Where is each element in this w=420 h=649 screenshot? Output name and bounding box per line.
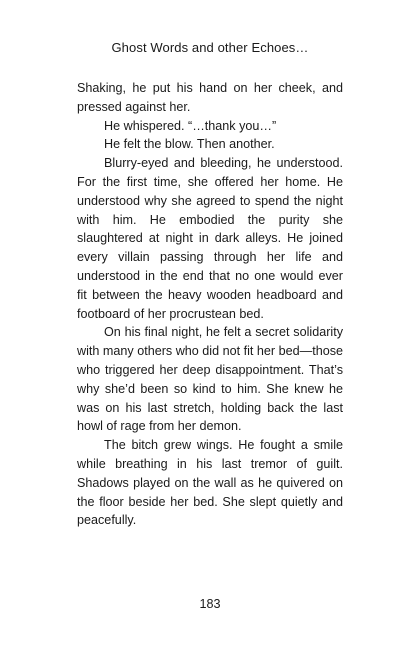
paragraph: He felt the blow. Then another. bbox=[104, 137, 275, 152]
running-header: Ghost Words and other Echoes… bbox=[111, 40, 309, 55]
paragraph: Blurry-eyed and bleeding, he understood. For the first time, she offered her home. He understood why she agreed to spend the night with him. He embodied the purity she slaughtered at night in dark alleys. He joined every villain passing through her life and understood in the end that no one would ever fit between the heavy wooden headboard and footboard of her procrustean bed. bbox=[77, 156, 343, 321]
paragraph: The bitch grew wings. He fought a smile while breathing in his last tremor of guilt. Shadows played on the wall as he quivered on the floor beside her bed. She slept quietly and peacefully. bbox=[77, 438, 343, 528]
page-number: 183 bbox=[199, 597, 221, 611]
paragraph: On his final night, he felt a secret solidarity with many others who did not fit her bed—those who triggered her deep disappointment. That’s why she’d been so kind to him. She knew he was on his last stretch, holding back the last howl of rage from her demon. bbox=[77, 325, 344, 434]
body-text bbox=[77, 79, 343, 530]
paragraph: Shaking, he put his hand on her cheek, and pressed against her. bbox=[77, 81, 343, 114]
paragraph: He whispered. “…thank you…” bbox=[104, 118, 277, 133]
